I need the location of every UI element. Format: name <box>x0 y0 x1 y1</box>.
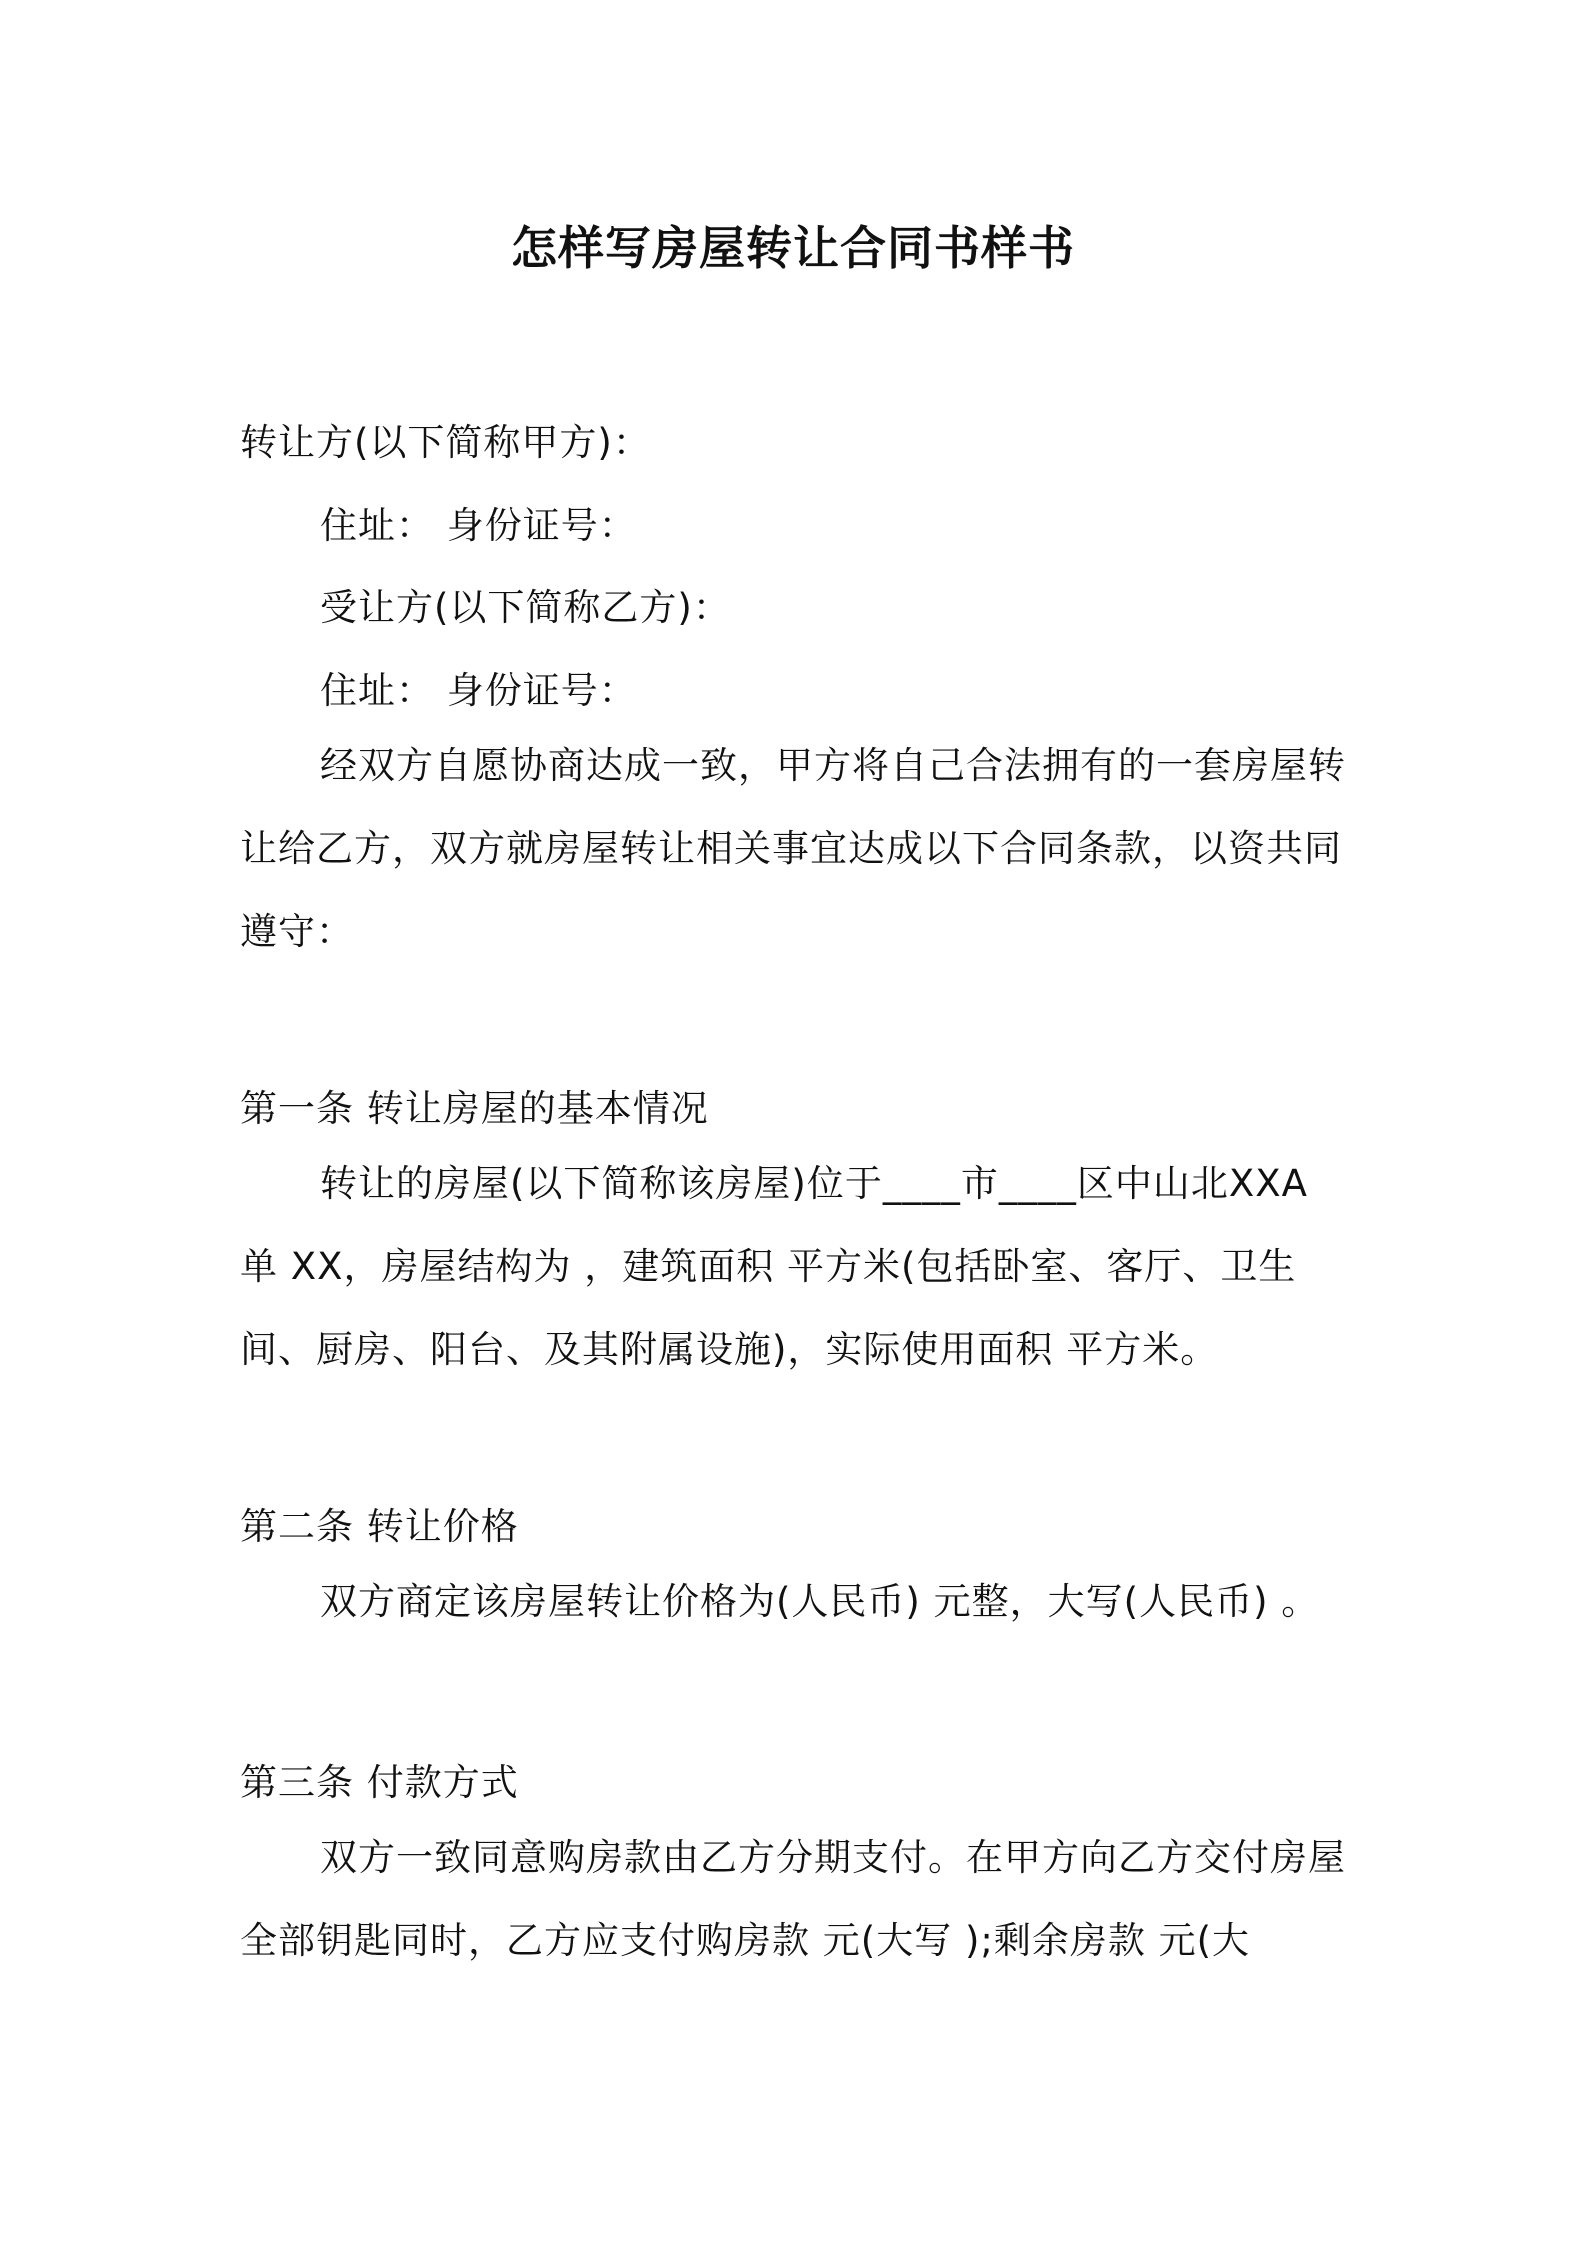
article-1-body: 转让的房屋(以下简称该房屋)位于____市____区中山北XXA 单 XX，房屋结构为 ，建筑面积 平方米(包括卧室、客厅、卫生间、厨房、阳台、及其附属设施)，实际使用面积 平方米。 <box>240 1162 1308 1371</box>
party-a-address-line: 住址： 身份证号： <box>320 504 637 547</box>
intro-paragraph: 经双方自愿协商达成一致，甲方将自己合法拥有的一套房屋转让给乙方，双方就房屋转让相关事宜达成以下合同条款，以资共同遵守： <box>240 744 1346 953</box>
article-3-body: 双方一致同意购房款由乙方分期支付。在甲方向乙方交付房屋全部钥匙同时，乙方应支付购房款 元(大写 );剩余房款 元(大 <box>240 1836 1346 1962</box>
party-b-line: 受让方(以下简称乙方)： <box>320 586 731 629</box>
article-2-heading: 第二条 转让价格 <box>240 1505 519 1548</box>
party-a-line: 转让方(以下简称甲方)： <box>240 421 651 464</box>
party-b-address-line: 住址： 身份证号： <box>320 669 637 712</box>
article-3-heading: 第三条 付款方式 <box>240 1761 519 1804</box>
document-title: 怎样写房屋转让合同书样书 <box>511 221 1075 275</box>
article-2-body: 双方商定该房屋转让价格为(人民币) 元整，大写(人民币) 。 <box>320 1580 1320 1623</box>
article-1-heading: 第一条 转让房屋的基本情况 <box>240 1087 709 1130</box>
